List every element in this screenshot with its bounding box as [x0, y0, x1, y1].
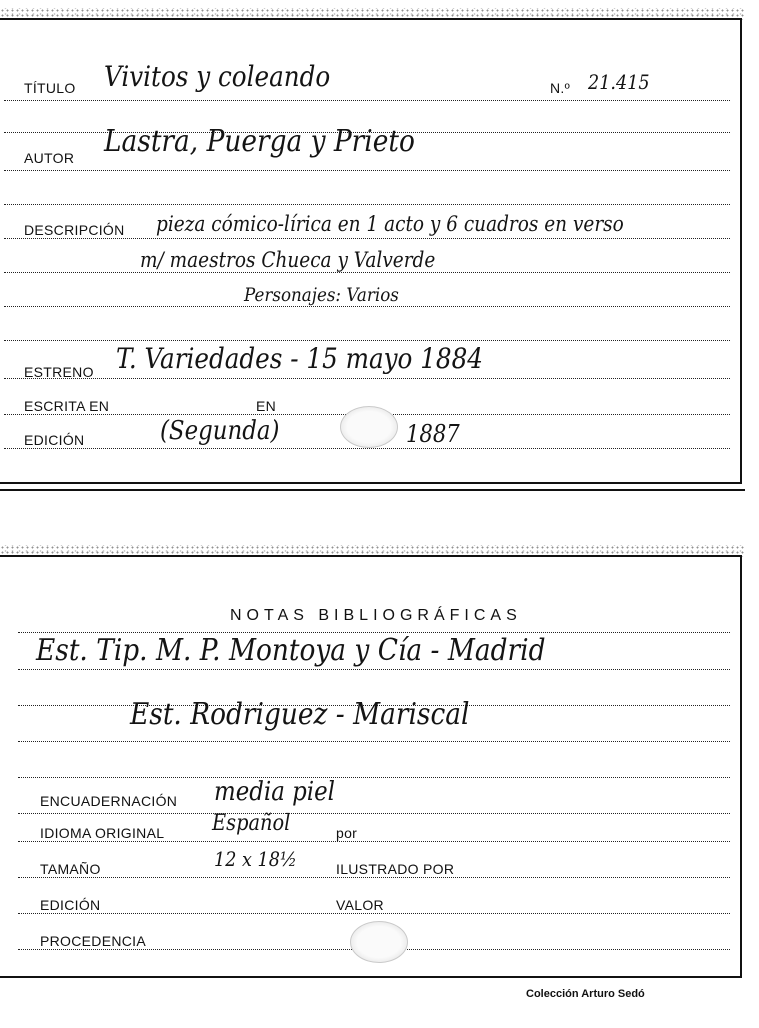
card-divider [0, 489, 745, 491]
autor-value: Lastra, Puerga y Prieto [104, 124, 415, 159]
rule-line [4, 306, 730, 307]
rule-line [18, 841, 730, 842]
idioma-label: IDIOMA ORIGINAL [40, 825, 165, 841]
en-label: EN [256, 398, 277, 414]
descripcion-line3: Personajes: Varios [244, 284, 399, 306]
rule-line [18, 877, 730, 878]
descripcion-line1: pieza cómico-lírica en 1 acto y 6 cuadros en verso [156, 212, 624, 236]
edicion-label: EDICIÓN [24, 432, 85, 448]
tamano-label: TAMAÑO [40, 861, 101, 877]
rule-line [18, 913, 730, 914]
rule-line [4, 238, 730, 239]
tamano-value: 12 x 18½ [214, 847, 297, 871]
descripcion-line2: m/ maestros Chueca y Valverde [140, 248, 436, 272]
notas-heading: NOTAS BIBLIOGRÁFICAS [230, 607, 522, 624]
valor-label: VALOR [336, 897, 384, 913]
titulo-label: TÍTULO [24, 80, 76, 96]
estreno-value: T. Variedades - 15 mayo 1884 [116, 342, 483, 375]
edicion-year: 1887 [406, 420, 460, 448]
rule-line [4, 204, 730, 205]
edicion-value: (Segunda) [160, 416, 280, 446]
escrita-label: ESCRITA EN [24, 398, 110, 414]
rule-line [4, 100, 730, 101]
rule-line [18, 741, 730, 742]
descripcion-label: DESCRIPCIÓN [24, 222, 125, 238]
procedencia-label: PROCEDENCIA [40, 933, 146, 949]
catalog-card-bottom [0, 555, 742, 978]
titulo-value: Vivitos y coleando [104, 60, 331, 93]
autor-label: AUTOR [24, 150, 75, 166]
encuadernacion-value: media piel [214, 777, 335, 807]
rule-line [18, 813, 730, 814]
numero-value: 21.415 [588, 70, 650, 94]
ink-stamp [350, 921, 408, 963]
numero-label: N.º [550, 80, 571, 96]
rule-line [4, 448, 730, 449]
ink-stamp [340, 406, 398, 448]
por-label: por [336, 825, 358, 841]
catalog-card-top [0, 18, 742, 484]
collection-footer: Colección Arturo Sedó [526, 988, 645, 1000]
ilustrado-label: ILUSTRADO POR [336, 861, 455, 877]
note-line2: Est. Rodriguez - Mariscal [130, 697, 470, 732]
rule-line [4, 272, 730, 273]
rule-line [18, 669, 730, 670]
edicion-label-2: EDICIÓN [40, 897, 101, 913]
rule-line [18, 777, 730, 778]
estreno-label: ESTRENO [24, 364, 94, 380]
encuadernacion-label: ENCUADERNACIÓN [40, 793, 178, 809]
idioma-value: Español [212, 811, 291, 836]
rule-line [4, 378, 730, 379]
rule-line [4, 340, 730, 341]
rule-line [4, 170, 730, 171]
note-line1: Est. Tip. M. P. Montoya y Cía - Madrid [36, 633, 546, 668]
